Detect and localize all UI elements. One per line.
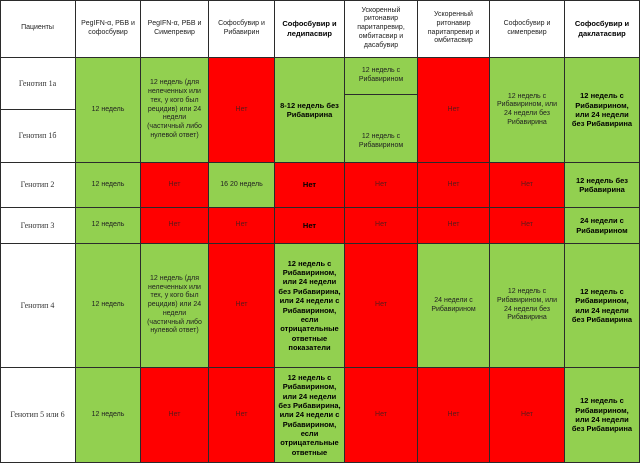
row-label-genotype-2: Генотип 2 xyxy=(0,163,76,208)
header-sofosbuvir-ledipasvir: Софосбувир и ледипасвир xyxy=(275,0,345,58)
cell-g56-sofosbuvir-simeprevir: Нет xyxy=(490,368,565,463)
cell-g3-sofosbuvir-ribavirin: Нет xyxy=(209,208,275,244)
cell-g3-rtv-ombitasvir: Нет xyxy=(418,208,490,244)
cell-g2-sofosbuvir-ribavirin: 16 20 недель xyxy=(209,163,275,208)
cell-g2-sofosbuvir-daclatasvir: 12 недель без Рибавирина xyxy=(565,163,640,208)
cell-g4-rtv-ombitasvir: 24 недели с Рибавирином xyxy=(418,244,490,368)
cell-g3-peg-rbv-sofosbuvir: 12 недель xyxy=(76,208,141,244)
cell-g2-sofosbuvir-ledipasvir: Нет xyxy=(275,163,345,208)
cell-g4-sofosbuvir-simeprevir: 12 недель с Рибавирином, или 24 недели без Рибавирина xyxy=(490,244,565,368)
header-sofosbuvir-ribavirin: Софосбувир и Рибавирин xyxy=(209,0,275,58)
cell-g2-sofosbuvir-simeprevir: Нет xyxy=(490,163,565,208)
cell-g1-sofosbuvir-daclatasvir: 12 недель с Рибавирином, или 24 недели без Рибавирина xyxy=(565,58,640,163)
header-rtv-paritaprevir-ombitasvir-dasabuvir: Ускоренный ритонавир паритапревир, омбитасвир и дасабувир xyxy=(345,0,418,58)
cell-g56-rtv-ombitasvir: Нет xyxy=(418,368,490,463)
cell-g56-sofosbuvir-ribavirin: Нет xyxy=(209,368,275,463)
cell-g2-peg-rbv-simeprevir: Нет xyxy=(141,163,209,208)
cell-g56-peg-rbv-sofosbuvir: 12 недель xyxy=(76,368,141,463)
cell-g1-peg-rbv-simeprevir: 12 недель (для нелеченных или тех, у кого был рецидив) или 24 недели (частичный либо нулевой ответ) xyxy=(141,58,209,163)
row-label-genotype-5-6: Генотип 5 или 6 xyxy=(0,368,76,463)
header-sofosbuvir-daclatasvir: Софосбувир и даклатасвир xyxy=(565,0,640,58)
cell-g4-peg-rbv-simeprevir: 12 недель (для нелеченных или тех, у кого был рецидив) или 24 недели (частичный либо нулевой ответ) xyxy=(141,244,209,368)
row-label-genotype-1b: Генотип 1б xyxy=(0,110,76,163)
header-peg-rbv-simeprevir: PegIFN-α, РБВ и Симепревир xyxy=(141,0,209,58)
cell-g3-sofosbuvir-ledipasvir: Нет xyxy=(275,208,345,244)
cell-g4-peg-rbv-sofosbuvir: 12 недель xyxy=(76,244,141,368)
cell-g3-sofosbuvir-simeprevir: Нет xyxy=(490,208,565,244)
cell-g2-rtv-ombitasvir: Нет xyxy=(418,163,490,208)
cell-g4-sofosbuvir-ledipasvir: 12 недель с Рибавирином, или 24 недели без Рибавирина, или 24 недели с Рибавирином, если отрицательные ответные показатели xyxy=(275,244,345,368)
cell-g3-rtv-dasabuvir: Нет xyxy=(345,208,418,244)
cell-g3-sofosbuvir-daclatasvir: 24 недели с Рибавирином xyxy=(565,208,640,244)
cell-g56-sofosbuvir-daclatasvir: 12 недель с Рибавирином, или 24 недели без Рибавирина xyxy=(565,368,640,463)
row-label-genotype-3: Генотип 3 xyxy=(0,208,76,244)
cell-g1-peg-rbv-sofosbuvir: 12 недель xyxy=(76,58,141,163)
header-rtv-paritaprevir-ombitasvir: Ускоренный ритонавир паритапревир и омбитасвир xyxy=(418,0,490,58)
header-peg-rbv-sofosbuvir: PegIFN-α, РБВ и софосбувир xyxy=(76,0,141,58)
cell-g2-rtv-dasabuvir: Нет xyxy=(345,163,418,208)
cell-g56-sofosbuvir-ledipasvir: 12 недель с Рибавирином, или 24 недели без Рибавирина, или 24 недели с Рибавирином, если отрицательные ответные xyxy=(275,368,345,463)
cell-g2-peg-rbv-sofosbuvir: 12 недель xyxy=(76,163,141,208)
cell-g1-sofosbuvir-ledipasvir: 8-12 недель без Рибавирина xyxy=(275,58,345,163)
row-label-genotype-4: Генотип 4 xyxy=(0,244,76,368)
cell-g56-rtv-dasabuvir: Нет xyxy=(345,368,418,463)
header-sofosbuvir-simeprevir: Софосбувир и симепревир xyxy=(490,0,565,58)
row-label-genotype-1a: Генотип 1а xyxy=(0,58,76,110)
cell-g4-rtv-dasabuvir: Нет xyxy=(345,244,418,368)
cell-g1-sofosbuvir-ribavirin: Нет xyxy=(209,58,275,163)
cell-g1a-rtv-dasabuvir: 12 недель с Рибавирином xyxy=(345,58,418,95)
cell-g1-sofosbuvir-simeprevir: 12 недель с Рибавирином, или 24 недели без Рибавирина xyxy=(490,58,565,163)
header-patients: Пациенты xyxy=(0,0,76,58)
cell-g56-peg-rbv-simeprevir: Нет xyxy=(141,368,209,463)
cell-g4-sofosbuvir-daclatasvir: 12 недель с Рибавирином, или 24 недели без Рибавирина xyxy=(565,244,640,368)
cell-g3-peg-rbv-simeprevir: Нет xyxy=(141,208,209,244)
cell-g1b-rtv-dasabuvir: 12 недель с Рибавирином xyxy=(345,95,418,163)
cell-g1-rtv-ombitasvir: Нет xyxy=(418,58,490,163)
cell-g4-sofosbuvir-ribavirin: Нет xyxy=(209,244,275,368)
